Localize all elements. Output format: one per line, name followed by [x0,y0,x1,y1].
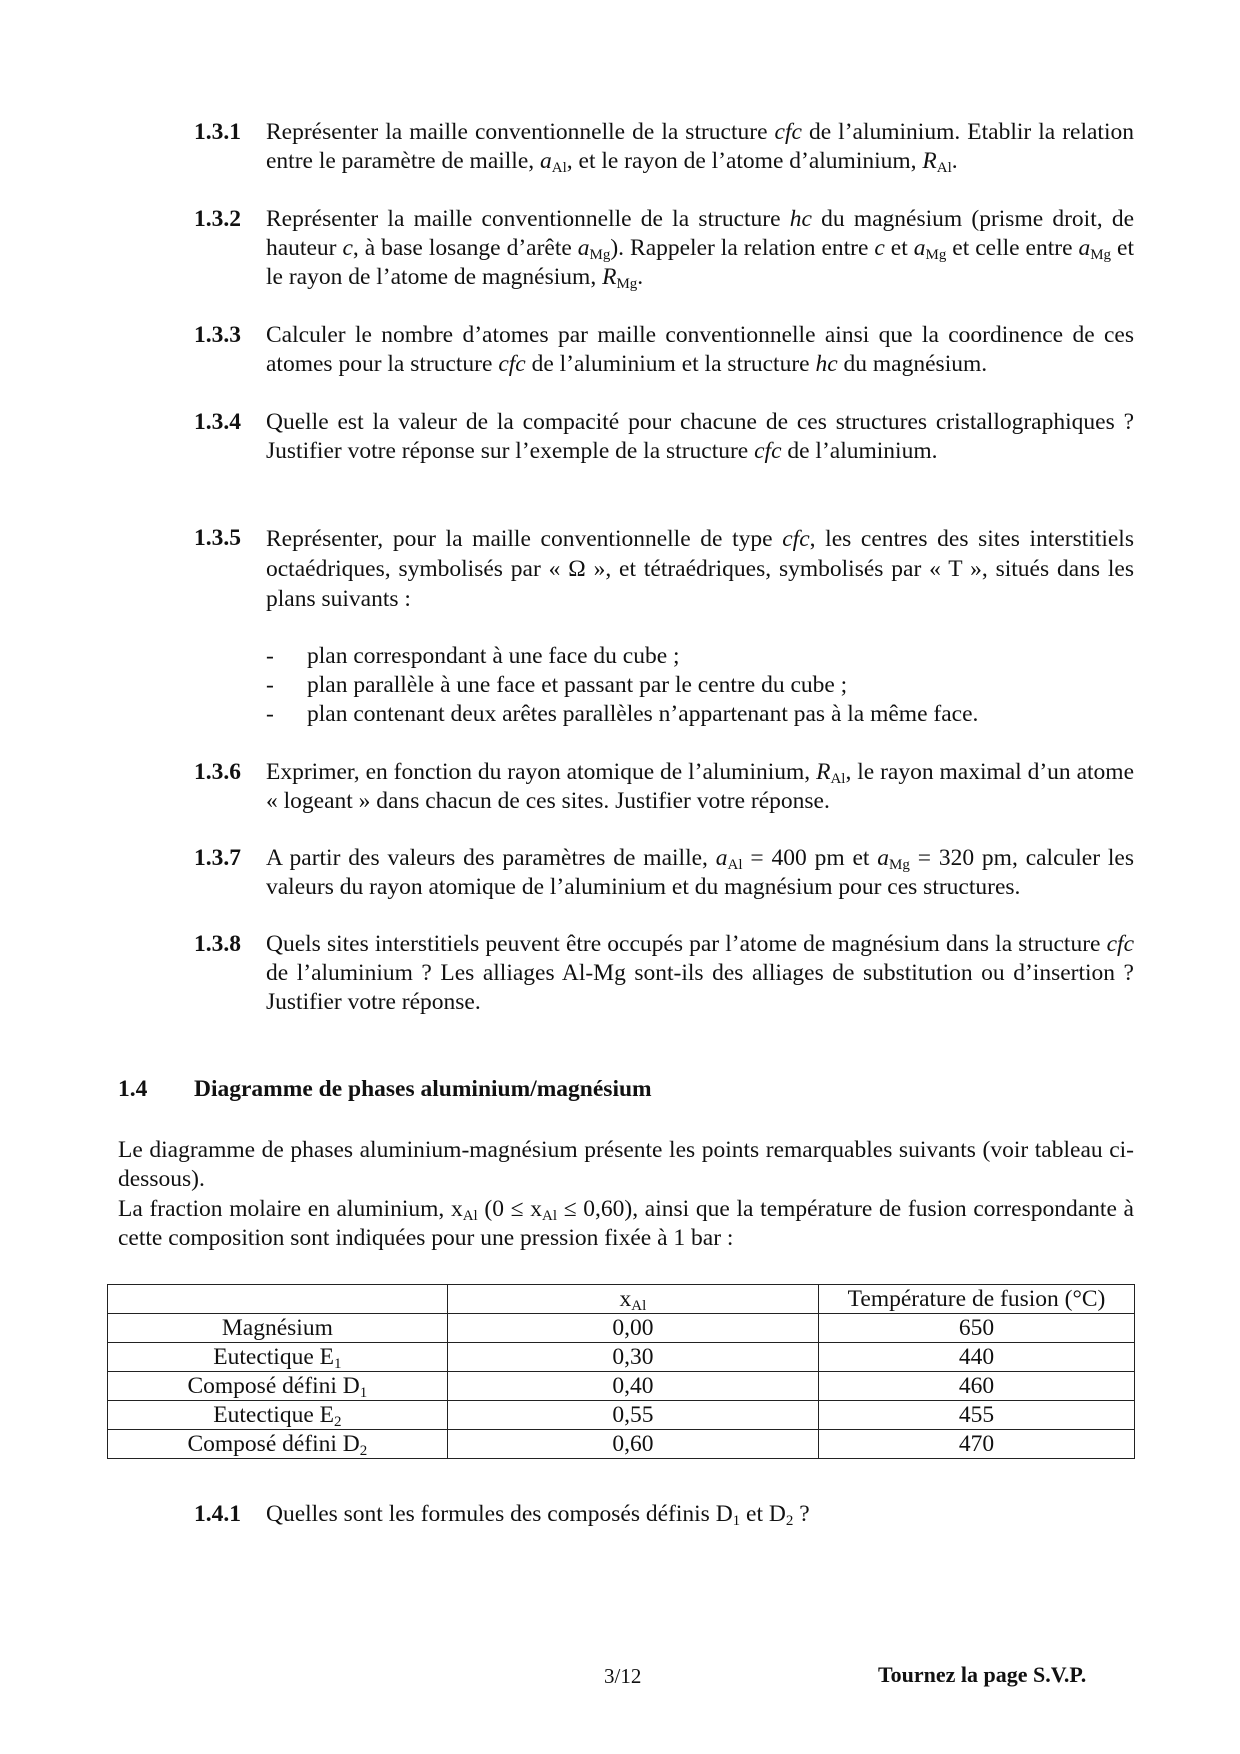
question-1-3-8 [194,930,1134,1017]
question-1-3-5 [194,524,1134,614]
question-number: 1.3.7 [194,845,241,871]
header-x-cell: $x_{Al}$ [447,1285,818,1314]
question-1-3-3 [194,321,1134,379]
row-temp: 455 [819,1401,1135,1430]
row-x: 0,40 [447,1372,818,1401]
turn-page-note: Tournez la page S.V.P. [878,1662,1087,1687]
question-number: 1.4.1 [194,1501,241,1527]
header-temp-cell: Température de fusion (°C) [819,1285,1135,1314]
row-label: Eutectique $E_1$ [108,1343,448,1372]
row-x: 0,55 [447,1401,818,1430]
question-1-3-4 [194,408,1134,466]
question-text: Quels sites interstitiels peuvent être occupés par l’atome de magnésium dans la structure cfc de l’aluminium ? Les alliages Al-Mg sont-ils des alliages de substitution ou d’insertion ? Justifier votre réponse. [266,931,1134,1015]
section-number: 1.4 [118,1076,148,1102]
fraction-paragraph: La fraction molaire en aluminium, $x_{Al}$ $(0 \le x_{Al} \le 0,60)$, ainsi que la température de fusion correspondante à cette composition sont indiquées pour une pression fixée à 1 bar : [118,1196,1134,1251]
question-number: 1.3.6 [194,759,241,785]
list-item: - plan correspondant à une face du cube ; [266,643,680,669]
question-1-4-1 [194,1500,1134,1529]
intro-paragraph: Le diagramme de phases aluminium-magnésium présente les points remarquables suivants (voir tableau ci-dessous). [118,1137,1134,1192]
row-temp: 440 [819,1343,1135,1372]
list-item: - plan parallèle à une face et passant par le centre du cube ; [266,672,848,698]
question-number: 1.3.4 [194,409,241,435]
question-1-3-1 [194,118,1134,176]
table-header-row [108,1285,1135,1314]
table-row [108,1430,1135,1459]
list-item: - plan contenant deux arêtes parallèles n’appartenant pas à la même face. [266,701,979,727]
question-text: Exprimer, en fonction du rayon atomique de l’aluminium, $R_{Al}$, le rayon maximal d’un atome « logeant » dans chacun de ces sites. Justifier votre réponse. [266,759,1135,814]
row-temp: 460 [819,1372,1135,1401]
question-number: 1.3.8 [194,931,241,957]
question-text: Représenter la maille conventionnelle de la structure hc du magnésium (prisme droit, de hauteur c, à base losange d’arête $a_{Mg}$). Rappeler la relation entre c et $a_{Mg}$ et celle entre $a_{Mg}$ et le rayon de l’atome de magnésium, $R_{Mg}$. [266,206,1134,292]
row-x: 0,00 [447,1314,818,1343]
question-text: Représenter, pour la maille conventionnelle de type cfc, les centres des sites interstitiels octaédriques, symbolisés par « Ω », et tétraédriques, symbolisés par « T », situés dans les plans suivants : [266,526,1134,612]
question-1-3-6 [194,758,1134,816]
question-number: 1.3.5 [194,525,241,551]
question-1-3-2 [194,205,1134,292]
row-label: Eutectique $E_2$ [108,1401,448,1430]
table-row [108,1314,1135,1343]
question-1-3-7 [194,844,1134,902]
question-text: Quelle est la valeur de la compacité pour chacune de ces structures cristallographiques ? Justifier votre réponse sur l’exemple de la structure cfc de l’aluminium. [266,409,1134,464]
question-text: Calculer le nombre d’atomes par maille conventionnelle ainsi que la coordinence de ces atomes pour la structure cfc de l’aluminium et la structure hc du magnésium. [266,322,1134,377]
question-number: 1.3.2 [194,206,241,232]
row-x: 0,60 [447,1430,818,1459]
question-number: 1.3.3 [194,322,241,348]
table-row [108,1372,1135,1401]
phase-points-table [107,1284,1135,1459]
question-number: 1.3.1 [194,119,241,145]
row-label: Composé défini $D_2$ [108,1430,448,1459]
question-text: A partir des valeurs des paramètres de maille, $a_{Al} = 400$ pm et $a_{Mg} = 320$ pm, calculer les valeurs du rayon atomique de l’aluminium et du magnésium pour ces structures. [266,845,1135,900]
bullet-list [266,642,1126,729]
header-empty-cell [108,1285,448,1314]
row-temp: 470 [819,1430,1135,1459]
question-text: Représenter la maille conventionnelle de la structure cfc de l’aluminium. Etablir la relation entre le paramètre de maille, $a_{Al}$, et le rayon de l’atome d’aluminium, $R_{Al}$. [266,119,1134,176]
page-number: 3/12 [604,1664,642,1688]
section-title: Diagramme de phases aluminium/magnésium [194,1076,652,1102]
row-label: Composé défini $D_1$ [108,1372,448,1401]
row-x: 0,30 [447,1343,818,1372]
table-row [108,1343,1135,1372]
table-row [108,1401,1135,1430]
row-temp: 650 [819,1314,1135,1343]
question-text: Quelles sont les formules des composés définis $D_1$ et $D_2$ ? [266,1501,810,1529]
row-label: Magnésium [108,1314,448,1343]
